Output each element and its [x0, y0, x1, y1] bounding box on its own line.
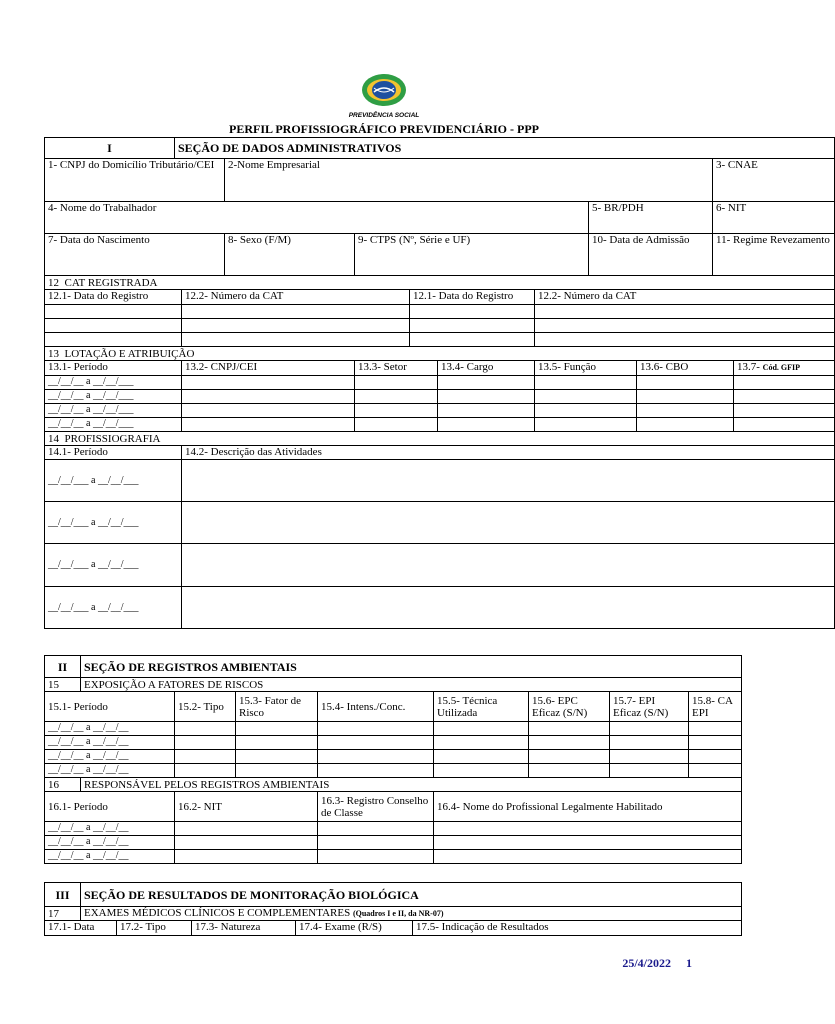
exames-col-tipo: 17.2- Tipo	[117, 921, 192, 936]
responsavel-row: __/__/__ a __/__/__	[45, 836, 742, 850]
cat-col-data-2: 12.1- Data do Registro	[410, 290, 535, 305]
field-data-nascimento: 7- Data do Nascimento	[45, 234, 225, 276]
cat-col-numero: 12.2- Número da CAT	[182, 290, 410, 305]
prof-col-descricao: 14.2- Descrição das Atividades	[182, 446, 835, 460]
exames-col-data: 17.1- Data	[45, 921, 117, 936]
lotacao-col-setor: 13.3- Setor	[355, 361, 438, 376]
responsavel-number: 16	[45, 778, 81, 792]
section-2-table	[44, 655, 742, 864]
field-cnae: 3- CNAE	[713, 159, 835, 202]
logo-text: PREVIDÊNCIA SOCIAL	[348, 112, 420, 119]
resp-col-nit: 16.2- NIT	[175, 792, 318, 822]
section-1-table	[44, 137, 835, 629]
field-regime-revezamento: 11- Regime Revezamento	[713, 234, 835, 276]
exp-col-intensidade: 15.4- Intens./Conc.	[318, 692, 434, 722]
field-nome-trabalhador: 4- Nome do Trabalhador	[45, 202, 589, 234]
lotacao-row: __/__/__ a __/__/___	[45, 418, 835, 432]
lotacao-col-cbo: 13.6- CBO	[637, 361, 734, 376]
prof-row: __/__/___ a __/__/___	[45, 502, 835, 544]
lotacao-col-periodo: 13.1- Período	[45, 361, 182, 376]
cat-number: 12	[48, 276, 59, 289]
exp-col-fator: 15.3- Fator de Risco	[236, 692, 318, 722]
lotacao-row: __/__/__ a __/__/___	[45, 376, 835, 390]
exposicao-number: 15	[45, 678, 81, 692]
cat-col-numero-2: 12.2- Número da CAT	[535, 290, 835, 305]
lotacao-number: 13	[48, 347, 59, 360]
field-br-pdh: 5- BR/PDH	[589, 202, 713, 234]
exposicao-title: EXPOSIÇÃO A FATORES DE RISCOS	[81, 678, 742, 692]
exames-col-resultados: 17.5- Indicação de Resultados	[413, 921, 742, 936]
prof-row: __/__/___ a __/__/___	[45, 544, 835, 587]
cat-title: CAT REGISTRADA	[64, 276, 158, 289]
form-title: PERFIL PROFISSIOGRÁFICO PREVIDENCIÁRIO - PPP	[228, 122, 540, 136]
exposicao-row: __/__/__ a __/__/__	[45, 722, 742, 736]
field-nit: 6- NIT	[713, 202, 835, 234]
exp-col-ca-epi: 15.8- CA EPI	[689, 692, 742, 722]
cat-heading	[45, 276, 835, 290]
exames-heading	[81, 907, 742, 921]
lotacao-col-gfip	[734, 361, 835, 376]
lotacao-row: __/__/__ a __/__/___	[45, 404, 835, 418]
lotacao-gfip-label: Cód. GFIP	[762, 363, 801, 372]
lotacao-gfip-num: 13.7-	[737, 361, 760, 373]
exames-col-exame: 17.4- Exame (R/S)	[296, 921, 413, 936]
section-number: III	[45, 883, 81, 907]
section-title: SEÇÃO DE RESULTADOS DE MONITORAÇÃO BIOLÓGICA	[81, 883, 742, 907]
lotacao-col-cnpj: 13.2- CNPJ/CEI	[182, 361, 355, 376]
lotacao-col-cargo: 13.4- Cargo	[438, 361, 535, 376]
cat-col-data: 12.1- Data do Registro	[45, 290, 182, 305]
field-nome-empresarial: 2-Nome Empresarial	[225, 159, 713, 202]
exposicao-row: __/__/__ a __/__/__	[45, 736, 742, 750]
exames-note: (Quadros I e II, da NR-07)	[352, 909, 444, 918]
section-number: I	[45, 138, 175, 159]
responsavel-row: __/__/__ a __/__/__	[45, 850, 742, 864]
page-footer	[622, 956, 692, 971]
profissiografia-heading	[45, 432, 835, 446]
lotacao-title: LOTAÇÃO E ATRIBUIÇÃO	[64, 347, 195, 360]
responsavel-row: __/__/__ a __/__/__	[45, 822, 742, 836]
lotacao-heading	[45, 347, 835, 361]
exp-col-epc: 15.6- EPC Eficaz (S/N)	[529, 692, 610, 722]
field-sexo: 8- Sexo (F/M)	[225, 234, 355, 276]
field-ctps: 9- CTPS (Nº, Série e UF)	[355, 234, 589, 276]
exp-col-epi: 15.7- EPI Eficaz (S/N)	[610, 692, 689, 722]
exp-col-tipo: 15.2- Tipo	[175, 692, 236, 722]
resp-col-periodo: 16.1- Período	[45, 792, 175, 822]
prof-col-periodo: 14.1- Período	[45, 446, 182, 460]
exp-col-periodo: 15.1- Período	[45, 692, 175, 722]
resp-col-registro: 16.3- Registro Conselho de Classe	[318, 792, 434, 822]
lotacao-row: __/__/__ a __/__/___	[45, 390, 835, 404]
prof-number: 14	[48, 432, 59, 445]
exames-col-natureza: 17.3- Natureza	[192, 921, 296, 936]
resp-col-nome: 16.4- Nome do Profissional Legalmente Habilitado	[434, 792, 742, 822]
footer-date: 25/4/2022	[622, 956, 671, 970]
exposicao-row: __/__/__ a __/__/__	[45, 750, 742, 764]
section-number: II	[45, 656, 81, 678]
prof-row: __/__/___ a __/__/___	[45, 587, 835, 629]
field-data-admissao: 10- Data de Admissão	[589, 234, 713, 276]
prof-row: __/__/___ a __/__/___	[45, 460, 835, 502]
page-number: 1	[686, 956, 692, 970]
exposicao-row: __/__/__ a __/__/__	[45, 764, 742, 778]
field-cnpj: 1- CNPJ do Domicílio Tributário/CEI	[45, 159, 225, 202]
lotacao-col-funcao: 13.5- Função	[535, 361, 637, 376]
exames-title: EXAMES MÉDICOS CLÍNICOS E COMPLEMENTARES	[84, 907, 351, 919]
section-title: SEÇÃO DE REGISTROS AMBIENTAIS	[81, 656, 742, 678]
section-3-table	[44, 882, 742, 936]
exp-col-tecnica: 15.5- Técnica Utilizada	[434, 692, 529, 722]
section-title: SEÇÃO DE DADOS ADMINISTRATIVOS	[175, 138, 835, 159]
prof-title: PROFISSIOGRAFIA	[64, 432, 161, 445]
responsavel-title: RESPONSÁVEL PELOS REGISTROS AMBIENTAIS	[81, 778, 742, 792]
previdencia-logo	[343, 70, 425, 122]
exames-number: 17	[45, 907, 81, 921]
